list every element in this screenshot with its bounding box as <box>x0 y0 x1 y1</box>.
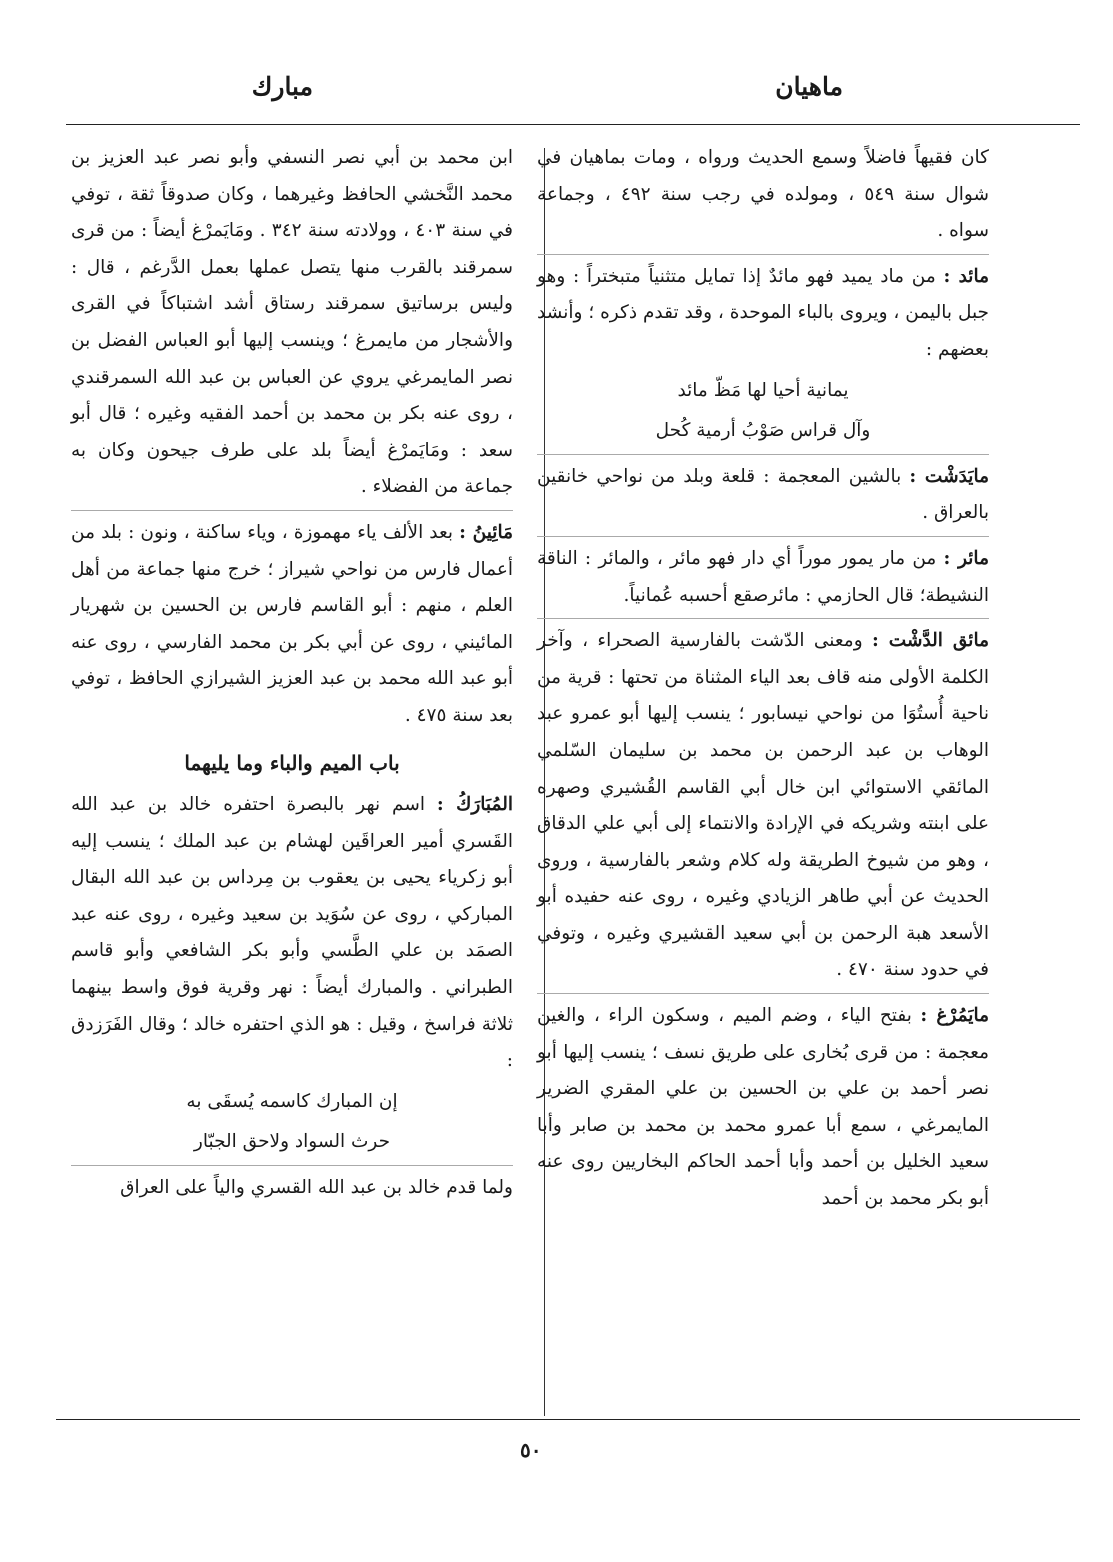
entry-headword: مائق الدَّشْت : <box>872 630 989 652</box>
entry-text: بعد الألف ياء مهموزة ، وياء ساكنة ، ونون : بلد من أعمال فارس من نواحي شيراز ؛ خرج منها جماعة من أهل العلم ، منهم : أبو القاسم فارس بن الحسين بن شهريار المائيني ، روى عن أبي بكر بن محمد الفارسي ، روى عنه أبو عبد الله محمد بن عبد العزيز الشيرازي الحافظ ، توفي بعد سنة ٤٧٥ . <box>71 521 513 726</box>
paragraph-continuation: كان فقيهاً فاضلاً وسمع الحديث ورواه ، ومات بماهيان في شوال سنة ٥٤٩ ، ومولده في رجب سنة ٤٩٢ ، وجماعة سواه . <box>537 147 989 242</box>
entry-text: بالشين المعجمة : قلعة وبلد من نواحي خانقين بالعراق . <box>537 465 989 524</box>
entry-maiq-dasht <box>537 618 989 989</box>
entry-text: من مار يمور موراً أي دار فهو مائر ، والمائر : الناقة النشيطة؛ قال الحازمي : مائرصقع أحسبه عُمانياً. <box>537 547 989 606</box>
bottom-rule <box>56 1419 1080 1420</box>
entry-mubarak <box>71 787 513 1080</box>
entry-mayadasht <box>537 454 989 532</box>
top-rule <box>66 124 1080 125</box>
entry-headword: المُبَارَكُ : <box>436 794 513 816</box>
entry-headword: مايَمُرْغ : <box>920 1005 989 1027</box>
entry-text: بفتح الياء ، وضم الميم ، وسكون الراء ، والغين معجمة : من قرى بُخارى على طريق نسف ؛ ينسب إليها أبو نصر أحمد بن علي بن الحسين بن علي المقري الضرير المايمرغي ، سمع أبا عمرو محمد بن محمد بن صابر وأبا سعيد الخليل بن أحمد وأبا أحمد الحاكم البخاريين روى عنه أبو بكر محمد بن أحمد <box>537 1005 989 1210</box>
right-column <box>537 140 989 1222</box>
verse-line: حرث السواد ولاحق الجبّار <box>193 1131 391 1153</box>
running-header-left: مبارك <box>251 72 313 101</box>
section-title: باب الميم والباء وما يليهما <box>184 750 400 775</box>
entry-mayin <box>71 510 513 735</box>
paragraph-text: ولما قدم خالد بن عبد الله القسري والياً على العراق <box>71 1165 513 1207</box>
paragraph-continuation: ابن محمد بن أبي نصر النسفي وأبو نصر عبد العزيز بن محمد النَّخشي الحافظ وغيرهما ، وكان صدوقاً ثقة ، توفي في سنة ٤٠٣ ، وولادته سنة ٣٤٢ . ومَايَمرْغ أيضاً : من قرى سمرقند بالقرب منها يتصل عملها بعمل الدَّرغم ، قال : وليس برساتيق سمرقند رستاق أشد اشتباكاً في القرى والأشجار من مايمرغ ؛ وينسب إليها أبو العباس الفضل بن نصر المايمرغي يروي عن العباس بن عبد الله السمرقندي ، روى عنه بكر بن محمد بن أحمد الفقيه وغيره ؛ قال أبو سعد : ومَايَمرْغ أيضاً بلد على طرف جيحون وكان به جماعة من الفضلاء . <box>71 147 513 498</box>
page-number: ٥٠ <box>520 1438 542 1462</box>
entry-headword: مايَدَشْت : <box>909 465 990 487</box>
entry-headword: مَائِينُ : <box>459 521 513 543</box>
entry-mair <box>537 536 989 614</box>
entry-headword: مائر : <box>943 547 989 569</box>
verse-line: وآل قراس صَوْبُ أرمية كُحل <box>655 420 871 442</box>
entry-maid <box>537 254 989 369</box>
entry-mayamurgh <box>537 993 989 1218</box>
verse-line: يمانية أحيا لها مَظّ مائد <box>677 379 849 401</box>
entry-headword: مائد : <box>943 265 990 287</box>
entry-text: اسم نهر بالبصرة احتفره خالد بن عبد الله القَسري أمير العراقَين لهشام بن عبد الملك ؛ ينسب إليه أبو زكرياء يحيى بن يعقوب بن مِرداس بن عبد الله البقال المباركي ، روى عن سُوَيد بن سعيد وغيره ، روى عنه عبد الصمَد بن علي الطَّسي وأبو بكر الشافعي وأبو قاسم الطبراني . والمبارك أيضاً : نهر وقرية فوق واسط بينهما ثلاثة فراسخ ، وقيل : هو الذي احتفره خالد ؛ وقال الفَرَزدق : <box>71 794 513 1072</box>
running-header-right: ماهيان <box>775 72 843 101</box>
entry-text: من ماد يميد فهو مائدٌ إذا تمايل متثنياً متبختراً : وهو جبل باليمن ، ويروى بالباء الموحدة ، وقد تقدم ذكره ؛ وأنشد بعضهم : <box>537 265 989 360</box>
verse-line: إن المبارك كاسمه يُسقَى به <box>186 1090 398 1112</box>
left-column <box>71 140 513 1211</box>
entry-text: ومعنى الدّشت بالفارسية الصحراء ، وآخر الكلمة الأولى منه قاف بعد الياء المثناة من تحتها : قرية من ناحية أُستُوَا من نواحي نيسابور ؛ ينسب إليها أبو عمرو عبد الوهاب بن عبد الرحمن بن محمد بن سليمان السّلمي المائقي الاستوائي ابن خال أبي القاسم القُشيري وصهره على ابنته وشريكه في الإرادة والانتماء إلى أبي علي الدقاق ، وهو من شيوخ الطريقة وله كلام وشعر بالفارسية ، وروى الحديث عن أبي طاهر الزيادي وغيره ، روى عنه حفيده أبو الأسعد هبة الرحمن بن أبي سعيد القشيري وغيره ، وتوفي في حدود سنة ٤٧٠ . <box>537 630 989 981</box>
